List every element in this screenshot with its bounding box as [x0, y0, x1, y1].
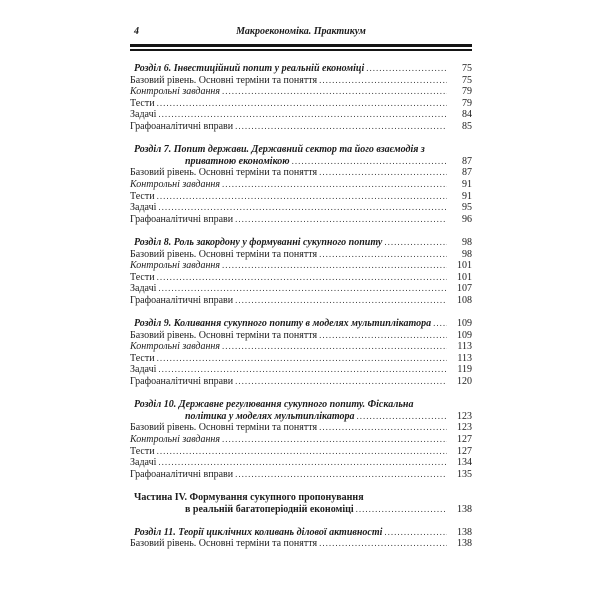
toc-entry-label: Тести: [130, 271, 155, 283]
toc-entry-page: 87: [462, 167, 472, 179]
toc-entry-label: Задачі: [130, 457, 157, 469]
toc-entry-page: 87: [462, 155, 472, 167]
toc-entry: [130, 121, 472, 133]
toc-entry-label: Графоаналітичні вправи: [130, 294, 234, 306]
toc-entry: [130, 376, 472, 388]
toc-entry-page: 120: [457, 376, 472, 388]
toc-entry-page: 113: [457, 352, 472, 364]
toc-section-part-4: [130, 492, 472, 515]
toc-entry-label: Розділ 11. Теорії циклічних коливань ділової активності: [134, 526, 383, 538]
toc-content: [130, 26, 472, 550]
dot-leader: [319, 249, 447, 261]
header-double-rule: [130, 44, 472, 51]
dot-leader: [319, 75, 447, 87]
toc-entry-page: 127: [457, 445, 472, 457]
dot-leader: [319, 330, 447, 342]
toc-entry-label: Базовий рівень. Основні терміни та поняття: [130, 329, 318, 341]
toc-entry-label: Розділ 6. Інвестиційний попит у реальній економіці: [134, 63, 365, 74]
toc-entry: [130, 75, 472, 87]
toc-entry-page: 79: [462, 86, 472, 98]
dot-leader: [158, 364, 447, 376]
dot-leader: [158, 457, 447, 469]
dot-leader: [222, 86, 447, 98]
dot-leader: [222, 341, 447, 353]
toc-entry-page: 134: [457, 457, 472, 469]
toc-entry-page: 123: [457, 410, 472, 422]
toc-entry-label: Контрольні завдання: [130, 86, 221, 98]
toc-section-chapter-7: [130, 144, 472, 225]
toc-entry-label: Задачі: [130, 283, 157, 295]
dot-leader: [222, 260, 447, 272]
toc-entry-label: Контрольні завдання: [130, 341, 221, 353]
toc-entry: [130, 341, 472, 353]
dot-leader: [157, 191, 447, 203]
dot-leader: [366, 63, 447, 75]
toc-entry: [130, 179, 472, 191]
toc-entry-page: 113: [457, 341, 472, 353]
dot-leader: [158, 283, 447, 295]
toc-entry-page: 109: [457, 318, 472, 330]
toc-entry-label: Базовий рівень. Основні терміни та поняття: [130, 248, 318, 260]
dot-leader: [235, 214, 447, 226]
toc-entry: [130, 353, 472, 365]
toc-entry-page: 101: [457, 260, 472, 272]
toc-section-chapter-6: [130, 63, 472, 133]
toc-entry-continuation: [130, 504, 472, 516]
toc-entry: [130, 434, 472, 446]
dot-leader: [235, 469, 447, 481]
dot-leader: [319, 538, 447, 550]
dot-leader: [384, 237, 447, 249]
toc-entry: [130, 283, 472, 295]
toc-entry: [130, 260, 472, 272]
toc-entry: [130, 214, 472, 226]
toc-entry: [130, 399, 472, 411]
toc-entry-label: Графоаналітичні вправи: [130, 376, 234, 388]
dot-leader: [222, 434, 447, 446]
toc-entry-label: Частина IV. Формування сукупного пропонування: [134, 491, 364, 503]
dot-leader: [157, 446, 447, 458]
toc-entry: [130, 318, 472, 330]
toc-entry-label: Розділ 9. Коливання сукупного попиту в моделях мультиплікатора: [134, 318, 432, 330]
toc-entry-label: Задачі: [130, 202, 157, 214]
toc-entry-page: 84: [462, 109, 472, 121]
toc-entry-page: 85: [462, 120, 472, 132]
toc-entry: [130, 109, 472, 121]
page-header: [130, 26, 472, 40]
toc-entry: [130, 469, 472, 481]
toc-entry-page: 135: [457, 468, 472, 480]
toc-entry: [130, 527, 472, 539]
dot-leader: [235, 376, 447, 388]
toc-entry-label: Розділ 7. Попит держави. Державний сектор та його взаємодія з: [134, 144, 425, 156]
dot-leader: [319, 422, 447, 434]
dot-leader: [158, 202, 447, 214]
toc-entry-label: Контрольні завдання: [130, 178, 221, 190]
toc-entry-page: 107: [457, 283, 472, 295]
toc-entry-page: 127: [457, 434, 472, 445]
toc-entry-page: 108: [457, 294, 472, 306]
toc-entry-label: Розділ 8. Роль закордону у формуванні сукупного попиту: [134, 236, 383, 248]
toc-entry: [130, 364, 472, 376]
dot-leader: [292, 156, 447, 168]
toc-entry-label: приватною економікою: [185, 155, 290, 167]
toc-entry: [130, 167, 472, 179]
toc-entry: [130, 86, 472, 98]
toc-entry: [130, 98, 472, 110]
toc-entry-label: Базовий рівень. Основні терміни та поняття: [130, 422, 318, 434]
toc-entry-label: Розділ 10. Державне регулювання сукупного попиту. Фіскальна: [134, 399, 414, 411]
toc-entry-page: 101: [457, 271, 472, 283]
toc-entry-label: Тести: [130, 97, 155, 109]
dot-leader: [356, 411, 447, 423]
toc-section-chapter-8: [130, 237, 472, 307]
dot-leader: [356, 504, 447, 516]
toc-entry: [130, 63, 472, 75]
toc-entry-page: 138: [457, 538, 472, 550]
toc-section-chapter-10: [130, 399, 472, 480]
toc-section-chapter-9: [130, 318, 472, 388]
toc-entry: [130, 272, 472, 284]
toc-entry-page: 98: [462, 248, 472, 260]
toc-entry-page: 75: [462, 63, 472, 74]
toc-entry-label: Базовий рівень. Основні терміни та поняття: [130, 538, 318, 550]
dot-leader: [158, 109, 447, 121]
toc-entry-page: 79: [462, 97, 472, 109]
toc-entry: [130, 249, 472, 261]
dot-leader: [433, 318, 447, 330]
dot-leader: [157, 272, 447, 284]
toc-entry: [130, 446, 472, 458]
toc-entry-label: Графоаналітичні вправи: [130, 120, 234, 132]
toc-entry: [130, 237, 472, 249]
toc-entry: [130, 330, 472, 342]
header-page-number: 4: [134, 26, 139, 37]
toc-entry-label: Графоаналітичні вправи: [130, 468, 234, 480]
toc-entry-page: 138: [457, 526, 472, 538]
toc-entry-label: Тести: [130, 352, 155, 364]
toc-entry-page: 98: [462, 236, 472, 248]
toc-entry: [130, 202, 472, 214]
toc-entry-page: 91: [462, 190, 472, 202]
toc-entry-page: 95: [462, 202, 472, 214]
dot-leader: [319, 167, 447, 179]
toc-entry: [130, 191, 472, 203]
toc-entry-label: Тести: [130, 190, 155, 202]
running-title: Макроекономіка. Практикум: [236, 26, 366, 37]
dot-leader: [235, 295, 447, 307]
toc-entry-label: Тести: [130, 445, 155, 457]
toc-entry: [130, 538, 472, 550]
toc-section-chapter-11: [130, 527, 472, 550]
toc-entry-page: 96: [462, 213, 472, 225]
dot-leader: [222, 179, 447, 191]
dot-leader: [157, 98, 447, 110]
toc-entry-label: Задачі: [130, 109, 157, 121]
toc-entry-page: 109: [457, 329, 472, 341]
toc-entry: [130, 295, 472, 307]
toc-entry: [130, 492, 472, 504]
toc-entry-page: 123: [457, 422, 472, 434]
toc-entry: [130, 457, 472, 469]
toc-entry-continuation: [130, 156, 472, 168]
toc-entry-label: політика у моделях мультиплікатора: [185, 410, 355, 422]
dot-leader: [384, 527, 447, 539]
toc-entry-continuation: [130, 411, 472, 423]
toc-entry: [130, 422, 472, 434]
toc-entry: [130, 144, 472, 156]
dot-leader: [157, 353, 447, 365]
toc-entry-label: Базовий рівень. Основні терміни та поняття: [130, 167, 318, 179]
toc-entry-label: Графоаналітичні вправи: [130, 213, 234, 225]
toc-entry-page: 91: [462, 178, 472, 190]
toc-entry-label: Задачі: [130, 364, 157, 376]
toc-entry-label: Контрольні завдання: [130, 434, 221, 445]
toc-entry-label: Контрольні завдання: [130, 260, 221, 272]
toc-entry-page: 119: [457, 364, 472, 376]
toc-entry-label: Базовий рівень. Основні терміни та поняття: [130, 74, 318, 86]
toc-entry-page: 138: [457, 503, 472, 515]
dot-leader: [235, 121, 447, 133]
toc-entry-page: 75: [462, 74, 472, 86]
toc-entry-label: в реальній багатоперіодній економіці: [185, 503, 354, 515]
